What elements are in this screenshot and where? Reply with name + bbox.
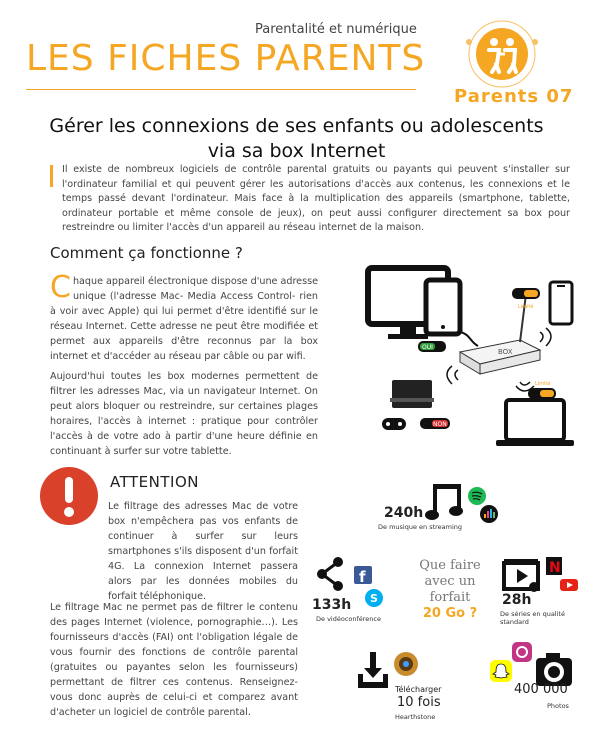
snapchat-icon	[490, 660, 512, 682]
question-line3: forfait	[429, 590, 471, 605]
attention-paragraph-1: Le filtrage des adresses Mac de votre box n'empêchera pas vos enfants de continuer à surfer sur leurs smartphones s'ils disposent d'un forfait 4G. La connexion Internet passera alors par les données mobiles du forfait téléphonique.	[108, 501, 298, 602]
stat-visio-caption: De vidéoconférence	[316, 615, 382, 623]
question-line1: Que faire	[419, 558, 481, 573]
smartphone-icon	[550, 282, 572, 324]
stat-music-value: 240h	[384, 505, 424, 521]
film-icon	[504, 559, 539, 592]
forfait-question	[405, 558, 495, 622]
paragraph-mac-address	[50, 270, 318, 364]
music-note-icon	[425, 484, 463, 520]
stat-music	[384, 505, 423, 521]
paragraph-mac-text: haque appareil électronique dispose d'une adresse unique (l'adresse Mac- Media Access Control- rien à voir avec Apple) qui lui permet d'être identifié sur le réseau Internet. Cette adresse ne peut être modifiée et permet aux appareils d'être reconnus par la box internet et d'accéder au réseau par câble ou par wifi.	[50, 276, 318, 362]
tablet-icon	[426, 280, 460, 334]
question-line2: avec un	[424, 574, 476, 589]
skype-icon	[365, 589, 383, 607]
oui-label: OUI	[422, 344, 433, 351]
stat-download-caption: Hearthstone	[395, 713, 436, 721]
wifi-icon	[447, 366, 458, 384]
dropcap: C	[50, 270, 71, 305]
main-title-line2: via sa box Internet	[207, 140, 386, 162]
box-label: BOX	[498, 348, 513, 356]
non-badge	[420, 418, 450, 429]
svg-text:f: f	[359, 568, 366, 586]
attention-title: ATTENTION	[110, 473, 199, 491]
music-icons	[425, 478, 505, 528]
stat-series-value: 28h	[502, 592, 532, 608]
devices-illustration	[360, 262, 585, 452]
facebook-icon	[354, 566, 372, 586]
laptop-icon	[496, 400, 574, 446]
page-title: LES FICHES PARENTS	[26, 38, 426, 79]
instagram-icon	[512, 642, 532, 662]
main-title-line1: Gérer les connexions de ses enfants ou adolescents	[49, 115, 544, 137]
deezer-icon	[480, 505, 498, 523]
header-subtitle: Parentalité et numérique	[255, 22, 417, 37]
svg-text:S: S	[370, 592, 378, 605]
oui-badge	[418, 341, 446, 352]
wifi-icon	[540, 328, 551, 346]
stat-music-caption: De musique en streaming	[378, 523, 463, 531]
logo-text: Parents 07	[454, 86, 574, 107]
stat-visio-value: 133h	[312, 597, 352, 613]
non-label: NON	[433, 421, 447, 428]
netflix-icon	[546, 557, 562, 576]
share-icon	[317, 557, 343, 591]
stat-download-value: 10 fois	[397, 695, 441, 710]
stat-photos-value: 400 000	[514, 682, 568, 697]
attention-paragraph-2: Le filtrage Mac ne permet pas de filtrer le contenu des pages Internet (violence, pornographie…). Les fournisseurs d'accès (FAI) ont l'obligation légale de vous fournir des fonctions de contrôle parental (gratuites ou payantes selon les fournisseurs) permettant de filtrer ces contenus. Renseignez-vous donc auprès de celui-ci et comparez avant d'acheter un logiciel de contrôle parental.	[50, 602, 298, 718]
spotify-icon	[468, 487, 486, 505]
limite-badge	[512, 288, 540, 310]
limite-label: Limité	[518, 304, 534, 310]
stat-download-label: Télécharger	[395, 685, 442, 694]
hearthstone-icon	[394, 652, 418, 676]
stat-photos-caption: Photos	[547, 702, 569, 710]
limite-label: Limité	[535, 381, 551, 387]
paragraph-box-filter: Aujourd'hui toutes les box modernes permettent de filtrer les adresses Mac, via un navigateur Internet. On peut alors bloquer ou restreindre, sur certaines plages horaires, l'accès à internet : pratique pour contrôler l'accès à de votre ado à partir d'une heure définie en continuant à surfer sur votre tablette.	[50, 371, 318, 457]
question-line4: 20 Go ?	[422, 606, 478, 621]
header-divider	[26, 89, 416, 90]
download-icon	[358, 652, 388, 688]
limite-badge	[528, 380, 556, 399]
youtube-icon	[560, 579, 578, 591]
intro-paragraph: Il existe de nombreux logiciels de contrôle parental gratuits ou payants qui peuvent s'installer sur l'ordinateur familial et qui peuvent gérer les autorisations d'accès aux contenus, les connexions et le temps passé devant l'ordinateur. Mais face à la multiplication des appareils (smartphone, tablette, ordinateur portable et même console de jeux), on peut aussi configurer directement sa box pour restreindre ou limiter l'accès d'un appareil au réseau internet de la maison.	[62, 164, 570, 233]
section-heading: Comment ça fonctionne ?	[50, 244, 243, 262]
main-title	[0, 114, 593, 164]
svg-text:N: N	[549, 560, 561, 576]
exclamation-icon	[40, 467, 98, 525]
stat-series-caption: De séries en qualité standard	[500, 610, 565, 626]
